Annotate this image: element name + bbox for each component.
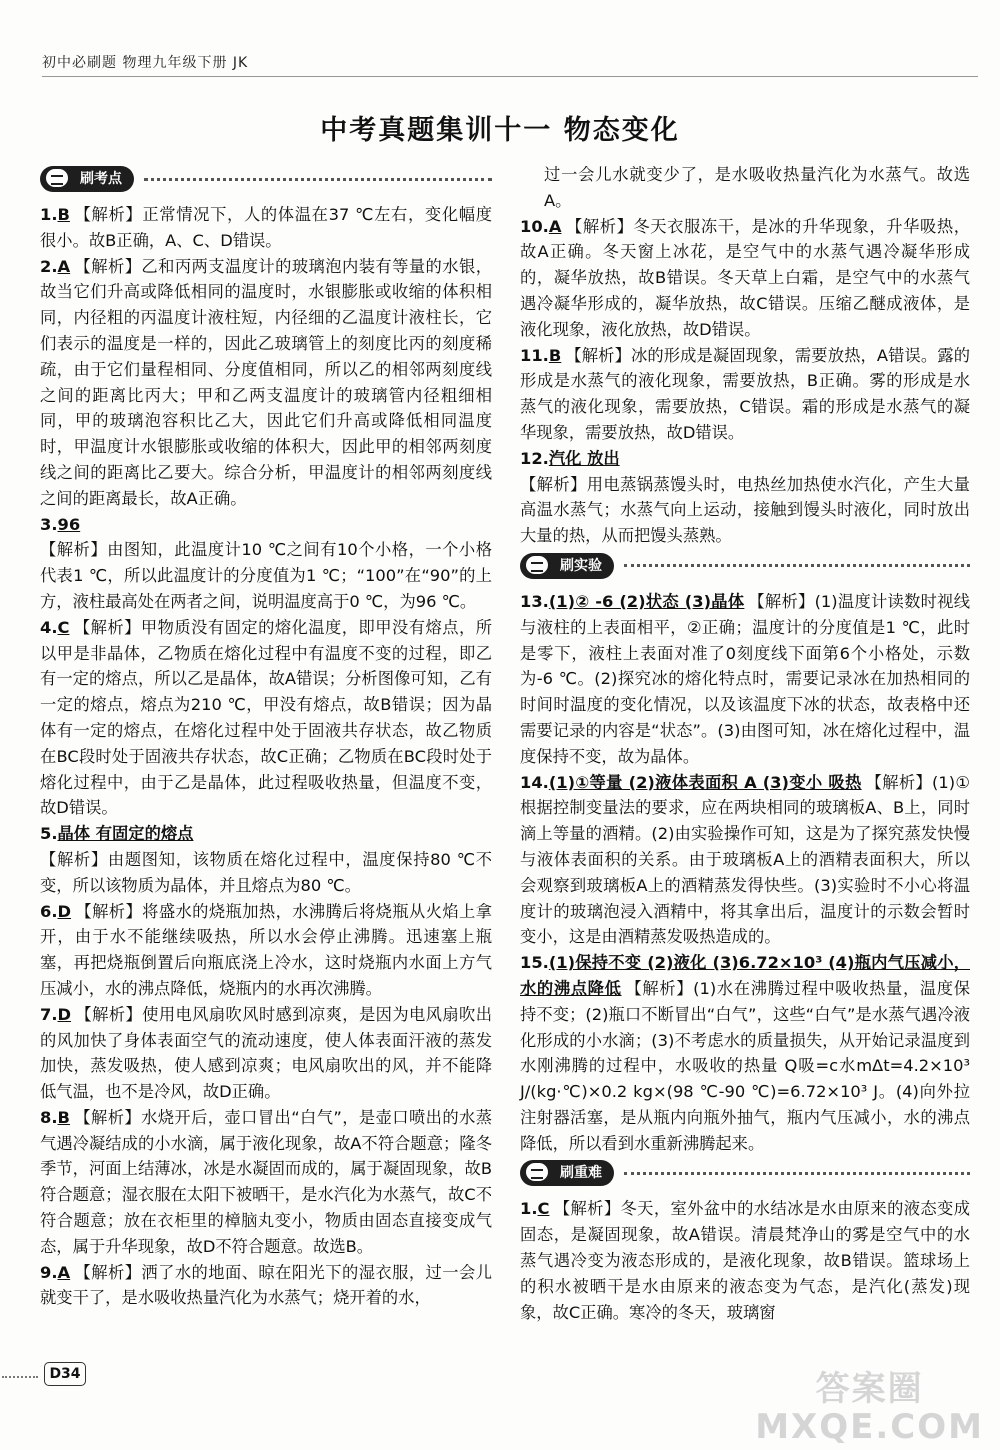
explanation: 【解析】乙和丙两支温度计的玻璃泡内装有等量的水银，故当它们升高或降低相同的温度时，水银膨胀或收缩的体积相同，内径粗的丙温度计液柱短，内径细的乙温度计液柱长，它们表示的温度是一样的，因此乙玻璃管上的刻度比丙的刻度稀疏，由于它们量程相同、分度值相同，所以乙的相邻两刻度线之间的距离比丙大；甲和乙两支温度计的玻璃管内径粗细相同，甲的玻璃泡容积比乙大，因此它们升高或降低相同温度时，甲温度计水银膨胀或收缩的体积大，因此甲的相邻两刻度线之间的距离比乙要大。综合分析，甲温度计的相邻两刻度线之间的距离最长，故A正确。	[40, 256, 492, 508]
explanation: 【解析】由题图知，该物质在熔化过程中，温度保持80 ℃不变，所以该物质为晶体，并且熔点为80 ℃。	[40, 849, 492, 895]
answer-key: (1)保持不变 (2)液化 (3)6.72×10³ (4)瓶内气压减小，水的沸点降低	[520, 953, 970, 998]
answer-key: (1)①等量 (2)液体表面积 A (3)变小 吸热	[548, 772, 862, 792]
brush-icon	[524, 554, 550, 576]
explanation: 【解析】冰的形成是凝固现象，需要放热，A错误。露的形成是水蒸气的液化现象，需要放热，B正确。雾的形成是水蒸气的液化现象，需要放热，C错误。霜的形成是水蒸气的凝华现象，需要放热，故D错误。	[520, 345, 970, 442]
answer-item	[40, 202, 492, 254]
answer-item	[520, 446, 970, 549]
answer-key: C	[537, 1199, 550, 1219]
question-number: 3.	[40, 514, 58, 534]
answer-item	[40, 615, 492, 821]
answer-list	[520, 1196, 970, 1325]
explanation: 【解析】用电蒸锅蒸馒头时，电热丝加热使水汽化，产生大量高温水蒸气；水蒸气向上运动，接触到馒头时液化，同时放出大量的热，从而把馒头蒸熟。	[520, 474, 970, 546]
continued-text: 过一会儿水就变少了，是水吸收热量汽化为水蒸气。故选A。	[544, 165, 970, 210]
explanation: 【解析】甲物质没有固定的熔化温度，即甲没有熔点，所以甲是非晶体，乙物质在熔化过程中有温度不变的过程，即乙有一定的熔点，所以乙是晶体，故A错误；分析图像可知，乙有一定的熔点，熔点为210 ℃，甲没有熔点，故B错误；因为晶体有一定的熔点，在熔化过程中处于固液共存状态，故乙物质在BC段时处于固液共存状态，故C正确；乙物质在BC段时处于熔化过程中，由于乙是晶体，此过程吸收热量，但温度不变，故D错误。	[40, 617, 492, 818]
brush-icon	[44, 167, 70, 189]
question-number: 11.	[520, 345, 549, 365]
answer-key: B	[548, 345, 562, 365]
answer-key: A	[548, 216, 562, 236]
explanation: 【解析】将盛水的烧瓶加热，水沸腾后将烧瓶从火焰上拿开，由于水不能继续吸热，所以水会停止沸腾。迅速塞上瓶塞，再把烧瓶倒置后向瓶底浇上冷水，这时烧瓶内水面上方气压减小，水的沸点降低，烧瓶内的水再次沸腾。	[40, 901, 492, 998]
question-number: 2.	[40, 256, 58, 276]
question-number: 13.	[520, 591, 549, 611]
section-zhongnan: 刷重难	[520, 1158, 970, 1188]
answer-item	[520, 770, 970, 951]
question-number: 10.	[520, 216, 549, 236]
answer-item	[40, 254, 492, 512]
dotted-divider	[624, 564, 970, 567]
answer-list	[40, 202, 492, 1311]
explanation: 【解析】冬天衣服冻干，是冰的升华现象，升华吸热，故A正确。冬天窗上冰花，是空气中的水蒸气遇冷凝华形成的，凝华放热，故B错误。冬天草上白霜，是空气中的水蒸气遇冷凝华形成的，凝华放热，故C错误。压缩乙醚成液体，是液化现象，液化放热，故D错误。	[520, 216, 970, 339]
explanation: 【解析】(1)水在沸腾过程中吸收热量，温度保持不变；(2)瓶口不断冒出“白气”，这些“白气”是水蒸气遇冷液化形成的小水滴；(3)不考虑水的质量损失，从开始记录温度到水刚沸腾的过程中，水吸收的热量 Q吸=c水mΔt=4.2×10³ J/(kg·℃)×0.2 kg×(98 ℃-90 ℃)=6.72×10³ J。(4)向外拉注射器活塞，是从瓶内向瓶外抽气，瓶内气压减小，水的沸点降低，所以看到水重新沸腾起来。	[520, 978, 970, 1153]
explanation: 【解析】(1)①根据控制变量法的要求，应在两块相同的玻璃板A、B上，同时滴上等量的酒精。(2)由实验操作可知，这是为了探究蒸发快慢与液体表面积的关系。由于玻璃板A上的酒精表面积大，所以会观察到玻璃板A上的酒精蒸发得快些。(3)实验时不小心将温度计的玻璃泡浸入酒精中，将其拿出后，温度计的示数会暂时变小，这是由酒精蒸发吸热造成的。	[520, 772, 970, 947]
book-header: 初中必刷题 物理九年级下册 JK	[42, 55, 249, 71]
answer-key: 96	[57, 514, 81, 534]
question-number: 7.	[40, 1004, 58, 1024]
brush-icon	[524, 1161, 550, 1183]
answer-item	[520, 343, 970, 446]
answer-item	[40, 821, 492, 898]
answer-key: B	[57, 205, 70, 224]
explanation: 【解析】由图知，此温度计10 ℃之间有10个小格，一个小格代表1 ℃，所以此温度计的分度值为1 ℃；“100”在“90”的上方，液柱最高处在两者之间，说明温度高于0 ℃，为96 ℃。	[40, 540, 492, 611]
answer-key: D	[57, 1004, 72, 1024]
answer-list	[520, 214, 970, 549]
answer-item	[520, 214, 970, 343]
answer-item	[40, 512, 492, 615]
right-column	[520, 162, 970, 1325]
question-number: 1.	[520, 1199, 538, 1219]
footer-dots	[2, 1376, 38, 1378]
question-number: 1.	[40, 205, 58, 224]
answer-item	[520, 1196, 970, 1325]
dotted-divider	[144, 178, 492, 181]
question-number: 4.	[40, 617, 58, 637]
question-number: 12.	[520, 448, 549, 468]
question-number: 8.	[40, 1107, 58, 1127]
answer-key: B	[57, 1107, 70, 1127]
answer-key: (1)② -6 (2)状态 (3)晶体	[548, 591, 745, 611]
answer-key: A	[57, 1262, 71, 1282]
answer-key: 汽化 放出	[548, 448, 620, 468]
answer-item	[520, 589, 970, 770]
page-title: 中考真题集训十一 物态变化	[320, 115, 680, 146]
answer-key: D	[57, 901, 72, 921]
explanation: 【解析】水烧开后，壶口冒出“白气”，是壶口喷出的水蒸气遇冷凝结成的小水滴，属于液化现象，故A不符合题意；隆冬季节，河面上结薄冰，冰是水凝固而成的，属于凝固现象，故B符合题意；湿衣服在太阳下被晒干，是水汽化为水蒸气，故C不符合题意；放在衣柜里的樟脑丸变小，物质由固态直接变成气态，属于升华现象，故D不符合题意。故选B。	[40, 1107, 492, 1256]
left-column	[40, 162, 492, 1311]
header-rule	[42, 76, 978, 77]
explanation: 【解析】(1)温度计读数时视线与液柱的上表面相平，②正确；温度计的分度值是1 ℃，此时是零下，液柱上表面对准了0刻度线下面第6个小格处，示数为-6 ℃。(2)探究冰的熔化特点时，需要记录冰在加热相同的时间时温度的变化情况，以及该温度下冰的状态，故表格中还需要记录的内容是“状态”。(3)由图可知，冰在熔化过程中，温度保持不变，故为晶体。	[520, 591, 970, 766]
question-number: 6.	[40, 901, 58, 921]
section-kaodian: 刷考点	[40, 164, 492, 194]
question-number: 15.	[520, 953, 549, 973]
section-shiyan: 刷实验	[520, 551, 970, 581]
answer-key: 晶体 有固定的熔点	[57, 824, 194, 844]
answer-item	[40, 1002, 492, 1105]
answer-item	[40, 1105, 492, 1260]
watermark: 答案圈 MXQE.COM	[755, 1369, 984, 1447]
answer-item	[40, 1260, 492, 1312]
answer-item	[520, 950, 970, 1156]
answer-item	[40, 899, 492, 1002]
explanation: 【解析】冬天，室外盆中的水结冰是水由原来的液态变成固态，是凝固现象，故A错误。清晨梵净山的雾是空气中的水蒸气遇冷变为液态形成的，是液化现象，故B错误。篮球场上的积水被晒干是水由原来的液态变为气态，是汽化(蒸发)现象，故C正确。寒冷的冬天，玻璃窗	[520, 1199, 970, 1322]
explanation: 【解析】洒了水的地面、晾在阳光下的湿衣服，过一会儿就变干了，是水吸收热量汽化为水蒸气；烧开着的水，	[40, 1262, 492, 1308]
answer-key: A	[57, 256, 71, 276]
answer-key: C	[57, 617, 70, 637]
question-number: 14.	[520, 772, 549, 792]
explanation: 【解析】使用电风扇吹风时感到凉爽，是因为电风扇吹出的风加快了身体表面空气的流动速度，使人体表面汗液的蒸发加快，蒸发吸热，使人感到凉爽；电风扇吹出的风，并不能降低气温，也不是冷风，故D正确。	[40, 1004, 492, 1102]
answer-list	[520, 589, 970, 1157]
question-number: 5.	[40, 824, 58, 844]
dotted-divider	[624, 1172, 970, 1175]
question-number: 9.	[40, 1262, 58, 1282]
page-number: D34	[44, 1362, 86, 1386]
explanation: 【解析】正常情况下，人的体温在37 ℃左右，变化幅度很小。故B正确，A、C、D错误。	[40, 205, 492, 250]
